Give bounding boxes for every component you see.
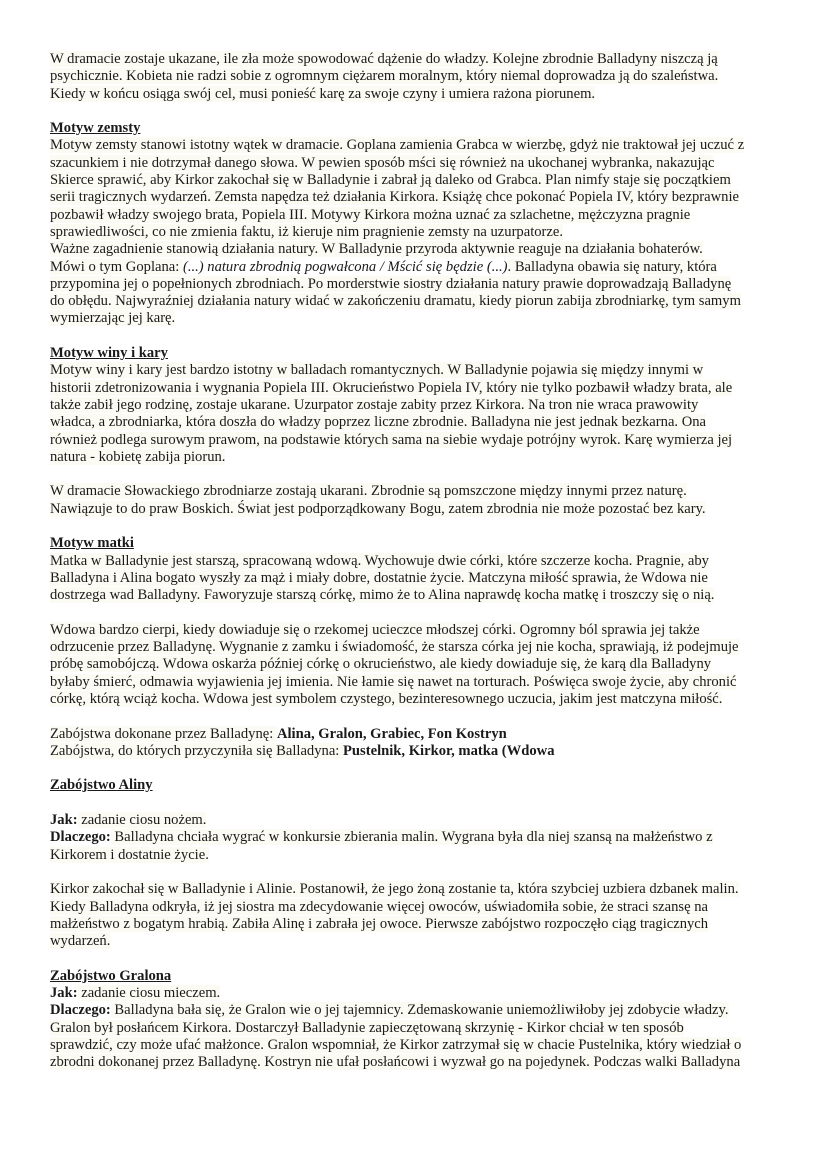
italic-quote: (...) natura zbrodnią pogwałcona / Mścić się będzie (...) — [182, 258, 508, 275]
bold-text-run: Dlaczego: — [50, 829, 111, 846]
text-run: Zabójstwa, do których przyczyniła się Balladyna: — [50, 742, 344, 759]
text-run: serii tragicznych wydarzeń. Zemsta napędza też działania Kirkora. Książę chce pokonać Popiela IV, który bezprawnie — [50, 189, 739, 206]
text-run: Zabójstwa dokonane przez Balladynę: — [50, 725, 277, 742]
blank-line — [50, 103, 790, 120]
section-heading: Motyw winy i kary — [50, 345, 168, 362]
text-line — [50, 1020, 790, 1037]
text-line — [50, 691, 790, 708]
paragraph — [50, 812, 790, 864]
text-line — [50, 207, 790, 224]
text-line — [50, 881, 790, 898]
blank-line — [50, 328, 790, 345]
text-run: zbrodni dokonanej przez Balladynę. Kostryn nie ufał posłańcowi i wyzwał go na pojedynek. Podczas walki Balladyna — [50, 1054, 741, 1071]
text-run: sprawiedliwości, co nie zmienia faktu, iż kieruje nim pragnienie zemsty na uzurpatorze. — [50, 223, 564, 240]
paragraph — [50, 985, 790, 1071]
text-run: Motyw zemsty stanowi istotny wątek w dramacie. Goplana zamienia Grabca w wierzbę, gdyż nie traktował jej uczuć z — [50, 137, 745, 154]
text-run: historii zdetronizowania i wygnania Popiela III. Okrucieństwo Popiela IV, który nie tylko pozbawił władzy brata, ale — [50, 379, 733, 396]
text-run: córkę, którą wciąż kocha. Wdowa jest symbolem czystego, bezinteresownego uczucia, jakim jest matczyna miłość. — [50, 690, 723, 707]
paragraph — [50, 622, 790, 708]
text-run: wydarzeń. — [50, 933, 111, 950]
text-run: również podlega surowym prawom, na podstawie których sama na siebie wydaje potrójny wyrok. Karę wymierza jej — [50, 431, 733, 448]
text-line — [50, 189, 790, 206]
text-line — [50, 259, 790, 276]
paragraph — [50, 362, 790, 466]
text-line — [50, 674, 790, 691]
text-line — [50, 933, 790, 950]
text-line — [50, 224, 790, 241]
text-run: dostrzega wad Balladyny. Faworyzuje starszą córkę, mimo że to Alina naprawdę kocha matkę i troszczy się o nią. — [50, 587, 715, 604]
text-line — [50, 293, 790, 310]
paragraph — [50, 137, 790, 327]
text-run: do obłędu. Najwyraźniej działania natury widać w zakończeniu dramatu, kiedy piorun zabija zbrodniarkę, tym samym — [50, 293, 741, 310]
text-run: Balladyna chciała wygrać w konkursie zbierania malin. Wygrana była dla niej szansą na małżeństwo z — [110, 829, 713, 846]
text-line — [50, 449, 790, 466]
text-run: pozbawił władzy swojego brata, Popiela III. Motywy Kirkora można uznać za szlachetne, mężczyzna pragnie — [50, 206, 691, 223]
text-line — [50, 432, 790, 449]
text-run: Kiedy w końcu osiąga swój cel, musi ponieść karę za swoje czyny i umiera rażona piorunem. — [50, 85, 596, 102]
text-run: Kirkor zakochał się w Balladynie i Alinie. Postanowił, że jego żoną zostanie ta, która szybciej uzbiera dzbanek malin. — [50, 881, 739, 898]
text-line — [50, 86, 790, 103]
text-run: Matka w Balladynie jest starszą, spracowaną wdową. Wychowuje dwie córki, które szczerze kocha. Pragnie, aby — [50, 552, 709, 569]
text-line — [50, 1002, 790, 1019]
text-line — [50, 414, 790, 431]
text-line — [50, 380, 790, 397]
text-run: próbę samobójczą. Wdowa oskarża później córkę o okrucieństwo, ale kiedy dowiaduje się, że karą dla Balladyny — [50, 656, 712, 673]
text-run: Gralon był posłańcem Kirkora. Dostarczył Balladynie zapieczętowaną skrzynię - Kirkor chciał w ten sposób — [50, 1019, 684, 1036]
text-run: Kirkorem i dostatnie życie. — [50, 846, 209, 863]
text-line — [50, 829, 790, 846]
text-line — [50, 726, 790, 743]
text-line — [50, 916, 790, 933]
text-run: także zabił jego rodzinę, zostaje ukarane. Uzurpator zostaje zabity przez Kirkora. Na tron nie wraca prawowity — [50, 396, 699, 413]
document-page — [50, 51, 790, 1072]
blank-line — [50, 864, 790, 881]
paragraph — [50, 51, 790, 103]
paragraph — [50, 881, 790, 950]
section-heading: Motyw matki — [50, 535, 134, 552]
text-line — [50, 899, 790, 916]
text-run: Kiedy Balladyna odkryła, iż jej siostra ma zdecydowanie więcej owoców, uświadomiła sobie, że straci szansę na — [50, 898, 708, 915]
bold-text-run: Jak: — [50, 812, 78, 829]
bold-text-run: Alina, Gralon, Grabiec, Fon Kostryn — [276, 725, 507, 742]
text-run: Nawiązuje to do praw Boskich. Świat jest podporządkowany Bogu, zatem zbrodnia nie może pozostać bez kary. — [50, 500, 706, 517]
text-run: odrzucenie przez Balladynę. Wygnanie z zamku i świadomość, że starsza córka jej nie kocha, sprawiają, iż podejmuje — [50, 639, 739, 656]
text-run: przypomina jej o popełnionych zbrodniach. Po morderstwie siostry działania natury prawie doprowadzają Balladynę — [50, 275, 732, 292]
text-run: natura - kobietę zabija piorun. — [50, 448, 226, 465]
text-line — [50, 587, 790, 604]
text-line — [50, 622, 790, 639]
bold-text-run: Pustelnik, Kirkor, matka (Wdowa — [343, 742, 555, 759]
text-line — [50, 985, 790, 1002]
text-line — [50, 397, 790, 414]
text-line — [50, 501, 790, 518]
section-heading: Motyw zemsty — [50, 120, 141, 137]
text-run: psychicznie. Kobieta nie radzi sobie z ogromnym ciężarem moralnym, który niemal doprowadza ją do szaleństwa. — [50, 68, 719, 85]
blank-line — [50, 795, 790, 812]
paragraph — [50, 483, 790, 518]
bold-text-run: Jak: — [50, 985, 78, 1002]
blank-line — [50, 518, 790, 535]
section-heading: Zabójstwo Aliny — [50, 777, 153, 794]
text-run: małżeństwo z bogatym hrabią. Zabiła Alinę i zabrała jej owoce. Pierwsze zabójstwo rozpoczęło ciąg tragicznych — [50, 915, 709, 932]
section-heading: Zabójstwo Gralona — [50, 967, 172, 984]
text-line — [50, 639, 790, 656]
text-run: Motyw winy i kary jest bardzo istotny w balladach romantycznych. W Balladynie pojawia się między innymi w — [50, 362, 704, 379]
text-line — [50, 570, 790, 587]
text-line — [50, 172, 790, 189]
text-line — [50, 847, 790, 864]
text-run: Ważne zagadnienie stanowią działania natury. W Balladynie przyroda aktywnie reaguje na działania bohaterów. — [50, 241, 703, 258]
text-line — [50, 155, 790, 172]
paragraph — [50, 726, 790, 761]
text-line — [50, 137, 790, 154]
text-run: szacunkiem i nie dotrzymał danego słowa. W pewien sposób mści się również na ukochanej wybranka, nakazując — [50, 154, 715, 171]
text-run: sprawdzić, czy może ufać małżonce. Gralon wspomniał, że Kirkor zatrzymał się w chacie Pustelnika, który wiedział o — [50, 1036, 742, 1053]
text-line — [50, 812, 790, 829]
text-run: Balladyna i Alina bogato wyszły za mąż i miały dobre, dostatnie życie. Matczyna miłość sprawia, że Wdowa nie — [50, 569, 708, 586]
text-run: W dramacie Słowackiego zbrodniarze zostają ukarani. Zbrodnie są pomszczone między innymi przez naturę. — [50, 483, 687, 500]
text-run: zadanie ciosu mieczem. — [77, 985, 221, 1002]
text-line — [50, 276, 790, 293]
blank-line — [50, 760, 790, 777]
text-run: Balladyna bała się, że Gralon wie o jej tajemnicy. Zdemaskowanie uniemożliwiłoby jej zdobycie władzy. — [110, 1002, 729, 1019]
text-line — [50, 51, 790, 68]
text-line — [50, 241, 790, 258]
text-run: zadanie ciosu nożem. — [77, 812, 207, 829]
text-line — [50, 1037, 790, 1054]
text-line — [50, 553, 790, 570]
text-line — [50, 1054, 790, 1071]
bold-text-run: Dlaczego: — [50, 1002, 111, 1019]
text-line — [50, 310, 790, 327]
text-run: . Balladyna obawia się natury, która — [507, 258, 717, 275]
blank-line — [50, 708, 790, 725]
blank-line — [50, 950, 790, 967]
text-line — [50, 362, 790, 379]
text-run: Wdowa bardzo cierpi, kiedy dowiaduje się o rzekomej ucieczce młodszej córki. Ogromny ból sprawia jej także — [50, 621, 700, 638]
paragraph — [50, 553, 790, 605]
text-line — [50, 743, 790, 760]
text-run: Mówi o tym Goplana: — [50, 258, 183, 275]
text-run: byłaby śmierć, odmawia wyjawienia jej imienia. Nie łamie się nawet na torturach. Poświęca swoje życie, aby chronić — [50, 673, 737, 690]
text-run: W dramacie zostaje ukazane, ile zła może spowodować dążenie do władzy. Kolejne zbrodnie Balladyny niszczą ją — [50, 51, 718, 67]
blank-line — [50, 466, 790, 483]
text-run: władca, a zbrodniarka, która doszła do władzy poprzez liczne zbrodnie. Balladyna nie jest jednak bezkarna. Ona — [50, 414, 707, 431]
text-line — [50, 656, 790, 673]
blank-line — [50, 605, 790, 622]
text-run: Skierce sprawić, aby Kirkor zakochał się w Balladynie i zabrał ją daleko od Grabca. Plan nimfy staje się początkiem — [50, 172, 731, 189]
text-line — [50, 68, 790, 85]
text-line — [50, 483, 790, 500]
text-run: wymierzając jej karę. — [50, 310, 176, 327]
